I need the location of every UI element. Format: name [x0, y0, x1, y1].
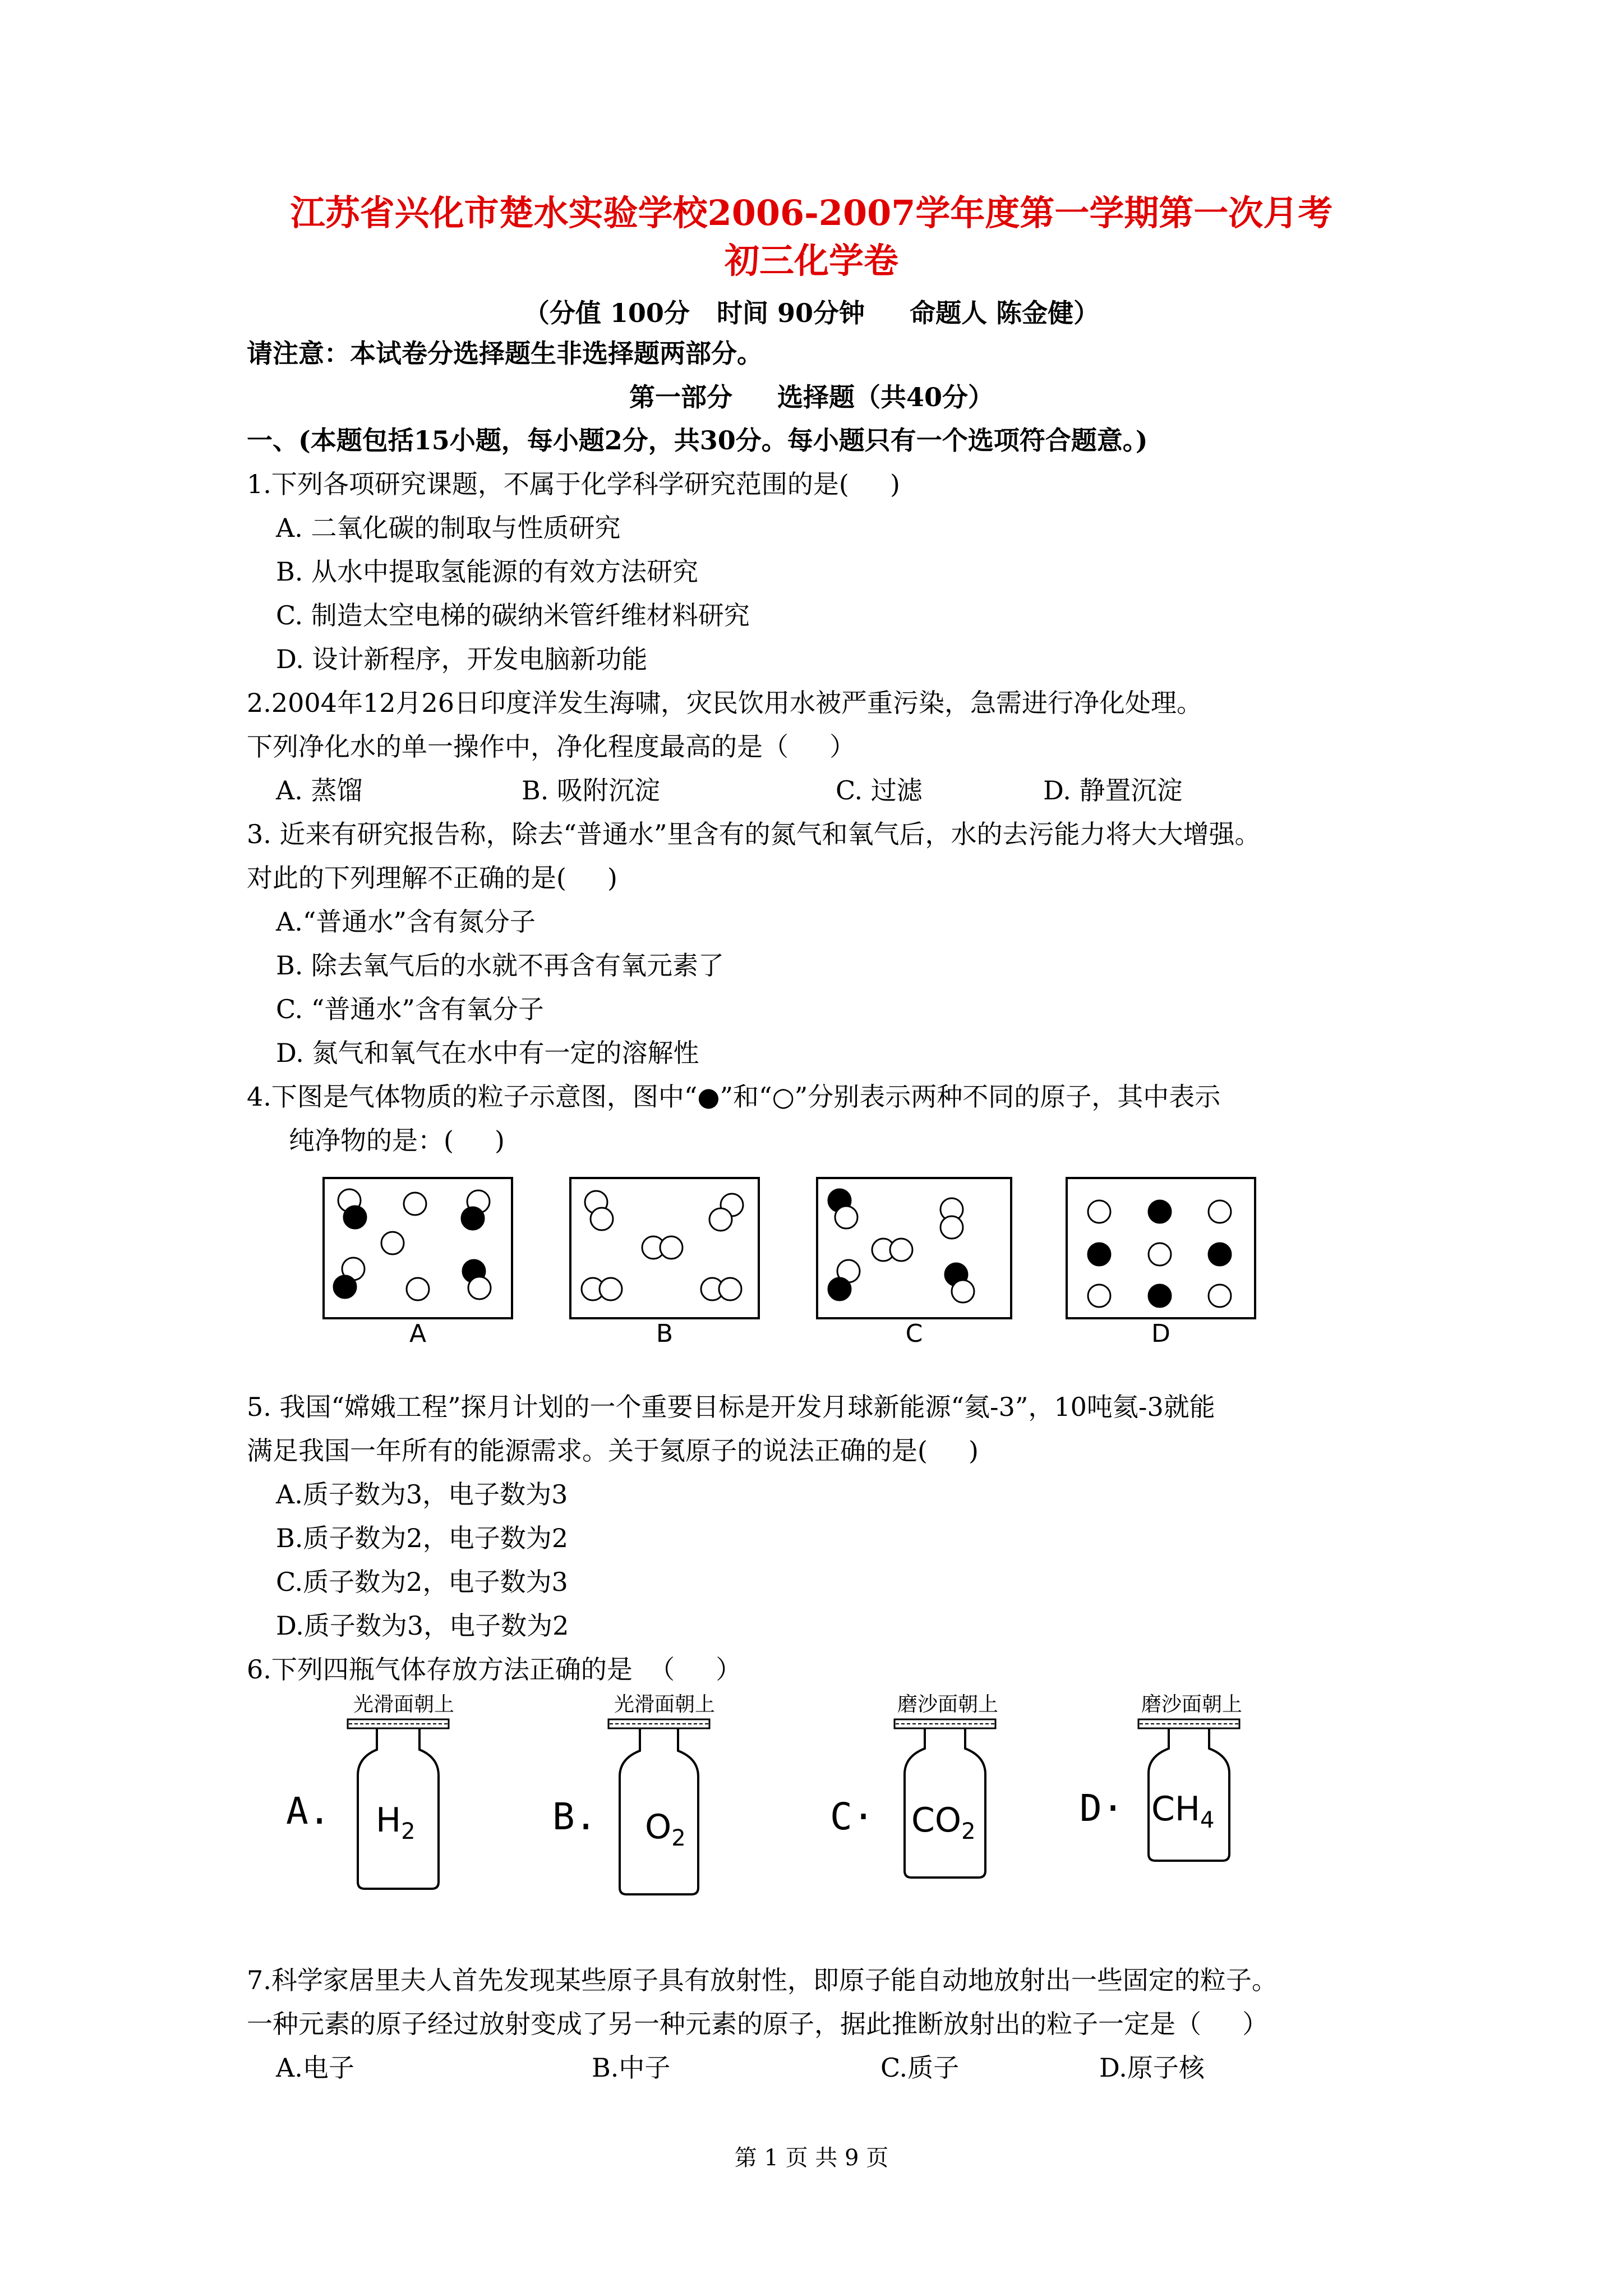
- q4-stem-1: 4.下图是气体物质的粒子示意图，图中“●”和“○”分别表示两种不同的原子，其中表示: [247, 1082, 1221, 1112]
- exam-subtitle: 初三化学卷: [724, 240, 898, 281]
- q2-option-b: B. 吸附沉淀: [522, 775, 661, 806]
- q4-stem-2: 纯净物的是：( ): [289, 1125, 505, 1156]
- q7-stem-1: 7.科学家居里夫人首先发现某些原子具有放射性，即原子能自动地放射出一些固定的粒子。: [247, 1965, 1278, 1995]
- bottle-c-cap-label: 磨沙面朝上: [897, 1693, 998, 1716]
- q7-option-c: C.质子: [880, 2053, 960, 2083]
- q5-option-c: C.质子数为2，电子数为3: [276, 1567, 568, 1597]
- q5-option-a: A.质子数为3，电子数为3: [276, 1479, 568, 1510]
- section-heading: 一、(本题包括15小题，每小题2分，共30分。每小题只有一个选项符合题意。): [247, 425, 1148, 455]
- bottle-b-gas: $O_2$: [645, 1807, 686, 1851]
- bottle-c-gas: $CO_2$: [911, 1801, 976, 1844]
- q1-option-a: A. 二氧化碳的制取与性质研究: [276, 513, 621, 543]
- diagram-label-d: D: [1151, 1319, 1170, 1348]
- q5-stem-2: 满足我国一年所有的能源需求。关于氦原子的说法正确的是( ): [247, 1435, 979, 1466]
- q7-option-a: A.电子: [276, 2053, 354, 2083]
- q5-stem-1: 5. 我国“嫦娥工程”探月计划的一个重要目标是开发月球新能源“氦-3”，10吨氦-3就能: [247, 1392, 1215, 1422]
- q2-option-c: C. 过滤: [836, 775, 923, 806]
- part-heading: 第一部分 选择题（共40分）: [629, 382, 994, 412]
- q7-option-b: B.中子: [592, 2053, 671, 2083]
- bottle-a-gas: $H_2$: [376, 1801, 416, 1844]
- bottle-a-letter: A.: [286, 1789, 331, 1833]
- q1-option-b: B. 从水中提取氢能源的有效方法研究: [276, 556, 699, 587]
- q7-stem-2: 一种元素的原子经过放射变成了另一种元素的原子，据此推断放射出的粒子一定是（ ）: [247, 2009, 1269, 2039]
- bottle-d-cap-label: 磨沙面朝上: [1141, 1693, 1242, 1716]
- diagram-label-b: B: [656, 1319, 674, 1348]
- bottle-a: [286, 1688, 510, 1902]
- bottle-b-cap-label: 光滑面朝上: [614, 1693, 715, 1716]
- particle-diagram-d: [1066, 1177, 1256, 1319]
- q1-option-c: C. 制造太空电梯的碳纳米管纤维材料研究: [276, 600, 750, 631]
- notice: 请注意：本试卷分选择题生非选择题两部分。: [247, 338, 763, 369]
- bottle-c-letter: C·: [830, 1795, 875, 1838]
- q3-option-a: A.“普通水”含有氮分子: [276, 907, 536, 937]
- bottle-d: [1080, 1688, 1304, 1902]
- gas-bottle-c-icon: [889, 1714, 1001, 1882]
- q2-stem-2: 下列净化水的单一操作中，净化程度最高的是（ ）: [247, 731, 856, 762]
- q5-option-d: D.质子数为3，电子数为2: [276, 1611, 569, 1641]
- q3-option-b: B. 除去氧气后的水就不再含有氧元素了: [276, 950, 725, 981]
- particle-diagram-b: [569, 1177, 760, 1319]
- q3-option-d: D. 氮气和氧气在水中有一定的溶解性: [276, 1038, 699, 1068]
- bottle-d-gas: $CH_4$: [1151, 1789, 1215, 1833]
- q2-stem-1: 2.2004年12月26日印度洋发生海啸，灾民饮用水被严重污染，急需进行净化处理。: [247, 688, 1203, 718]
- particle-diagram-c: [816, 1177, 1012, 1319]
- exam-info: （分值 100分 时间 90分钟 命题人 陈金健）: [523, 298, 1100, 328]
- bottle-d-letter: D·: [1080, 1787, 1124, 1830]
- q3-option-c: C. “普通水”含有氧分子: [276, 994, 544, 1024]
- gas-bottle-b-icon: [603, 1714, 715, 1899]
- q7-option-d: D.原子核: [1099, 2053, 1205, 2083]
- diagram-label-a: A: [409, 1319, 427, 1348]
- diagram-label-c: C: [905, 1319, 923, 1348]
- q2-option-a: A. 蒸馏: [276, 775, 363, 806]
- bottle-c: [830, 1688, 1054, 1902]
- q2-option-d: D. 静置沉淀: [1043, 775, 1183, 806]
- q6-stem: 6.下列四瓶气体存放方法正确的是 （ ）: [247, 1654, 742, 1685]
- page-footer: 第 1 页 共 9 页: [734, 2145, 889, 2171]
- q5-option-b: B.质子数为2，电子数为2: [276, 1523, 568, 1553]
- bottle-b-letter: B.: [552, 1795, 597, 1838]
- bottle-b: [552, 1688, 777, 1902]
- q1-option-d: D. 设计新程序，开发电脑新功能: [276, 644, 648, 674]
- q1-stem: 1.下列各项研究课题，不属于化学科学研究范围的是( ): [247, 469, 900, 499]
- particle-diagram-a: [322, 1177, 513, 1319]
- q3-stem-2: 对此的下列理解不正确的是( ): [247, 863, 618, 893]
- q3-stem-1: 3. 近来有研究报告称，除去“普通水”里含有的氮气和氧气后，水的去污能力将大大增强。: [247, 819, 1261, 849]
- bottle-a-cap-label: 光滑面朝上: [353, 1693, 454, 1716]
- exam-title: 江苏省兴化市楚水实验学校2006-2007学年度第一学期第一次月考: [290, 192, 1333, 233]
